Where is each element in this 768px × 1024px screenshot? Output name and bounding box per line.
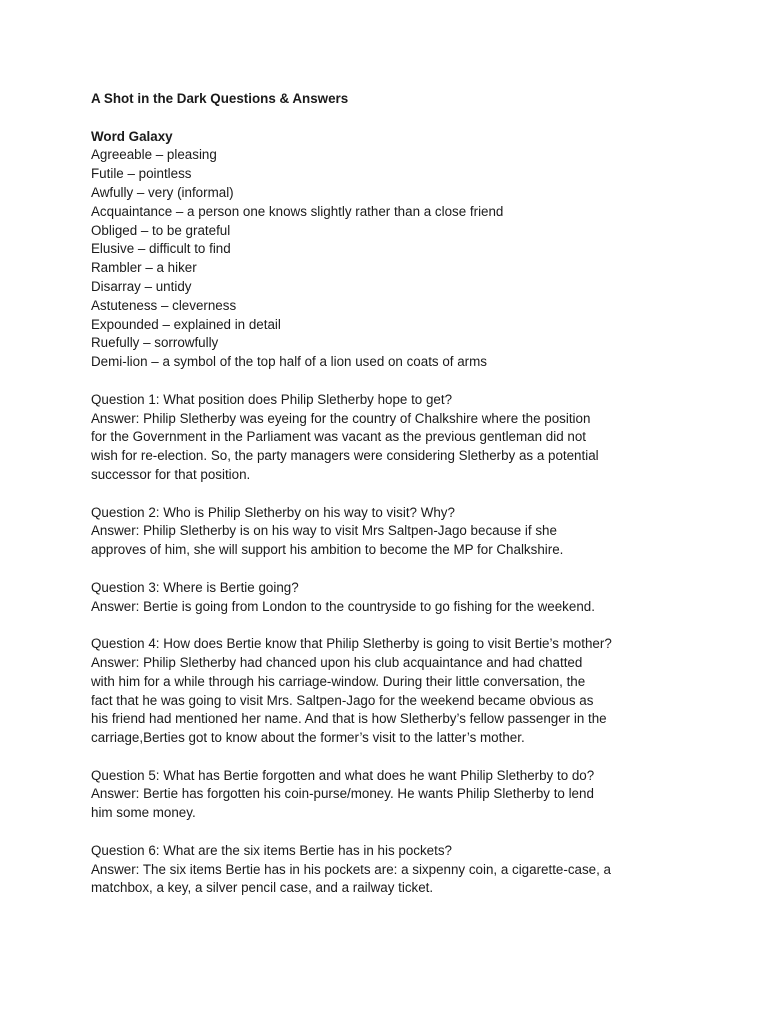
document-page — [91, 90, 741, 898]
qa-block-6 — [91, 842, 741, 898]
spacer — [91, 109, 741, 128]
answer-text: Answer: Bertie is going from London to the countryside to go fishing for the weekend. — [91, 598, 595, 614]
answer-text: for the Government in the Parliament was vacant as the previous gentleman did not — [91, 429, 586, 445]
answer-text: fact that he was going to visit Mrs. Saltpen-Jago for the weekend became obvious as — [91, 692, 594, 708]
question-text: Question 1: What position does Philip Sletherby hope to get? — [91, 391, 453, 407]
answer-text: Answer: Bertie has forgotten his coin-purse/money. He wants Philip Sletherby to lend — [91, 786, 594, 802]
spacer — [91, 616, 741, 635]
glossary-entry: Awfully – very (informal) — [91, 184, 234, 200]
glossary-entry: Ruefully – sorrowfully — [91, 335, 219, 351]
answer-text: wish for re-election. So, the party managers were considering Sletherby as a potential — [91, 448, 599, 464]
answer-text: Answer: Philip Sletherby had chanced upon his club acquaintance and had chatted — [91, 654, 583, 670]
spacer — [91, 372, 741, 391]
answer-text: with him for a while through his carriage-window. During their little conversation, the — [91, 673, 586, 689]
answer-text: carriage,Berties got to know about the former’s visit to the latter’s mother. — [91, 730, 525, 746]
answer-text: him some money. — [91, 805, 196, 821]
qa-block-3 — [91, 579, 741, 617]
word-galaxy-list — [91, 146, 741, 372]
answer-text: Answer: Philip Sletherby was eyeing for the country of Chalkshire where the position — [91, 410, 591, 426]
qa-block-1 — [91, 391, 741, 485]
question-text: Question 6: What are the six items Bertie has in his pockets? — [91, 842, 452, 858]
spacer — [91, 823, 741, 842]
answer-text: Answer: Philip Sletherby is on his way to visit Mrs Saltpen-Jago because if she — [91, 523, 557, 539]
spacer — [91, 748, 741, 767]
question-text: Question 3: Where is Bertie going? — [91, 579, 299, 595]
glossary-entry: Elusive – difficult to find — [91, 241, 231, 257]
glossary-entry: Astuteness – cleverness — [91, 297, 237, 313]
question-text: Question 5: What has Bertie forgotten and what does he want Philip Sletherby to do? — [91, 767, 595, 783]
answer-text: successor for that position. — [91, 466, 251, 482]
qa-block-2 — [91, 504, 741, 560]
glossary-entry: Disarray – untidy — [91, 278, 192, 294]
document-title: A Shot in the Dark Questions & Answers — [91, 91, 349, 106]
glossary-entry: Acquaintance – a person one knows slightly rather than a close friend — [91, 203, 504, 219]
answer-text: his friend had mentioned her name. And that is how Sletherby’s fellow passenger in the — [91, 711, 607, 727]
glossary-entry: Rambler – a hiker — [91, 260, 197, 276]
answer-text: Answer: The six items Bertie has in his pockets are: a sixpenny coin, a cigarette-case, a — [91, 861, 611, 877]
glossary-entry: Futile – pointless — [91, 166, 192, 182]
glossary-entry: Demi-lion – a symbol of the top half of a lion used on coats of arms — [91, 354, 487, 370]
answer-text: approves of him, she will support his ambition to become the MP for Chalkshire. — [91, 542, 564, 558]
glossary-entry: Obliged – to be grateful — [91, 222, 231, 238]
question-text: Question 4: How does Bertie know that Philip Sletherby is going to visit Bertie’s mother? — [91, 636, 612, 652]
question-text: Question 2: Who is Philip Sletherby on his way to visit? Why? — [91, 504, 455, 520]
qa-block-4 — [91, 635, 741, 748]
qa-block-5 — [91, 767, 741, 823]
spacer — [91, 485, 741, 504]
word-galaxy-heading: Word Galaxy — [91, 128, 173, 144]
answer-text: matchbox, a key, a silver pencil case, and a railway ticket. — [91, 880, 434, 896]
glossary-entry: Agreeable – pleasing — [91, 147, 217, 163]
glossary-entry: Expounded – explained in detail — [91, 316, 281, 332]
spacer — [91, 560, 741, 579]
